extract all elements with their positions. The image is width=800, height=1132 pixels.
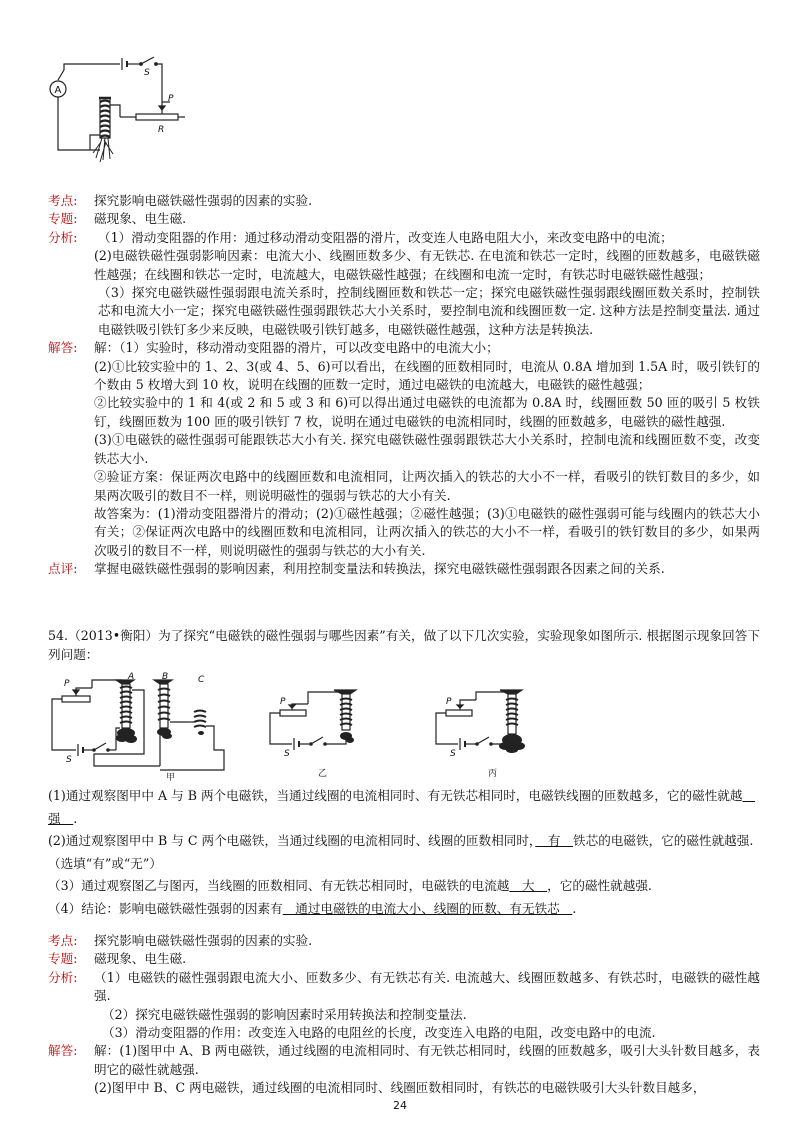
- magnet-b-label: B: [162, 672, 169, 682]
- jieda-paragraph: 故答案为：(1)滑动变阻器滑片的滑动；(2)①磁性越强；②磁性越强；(3)①电磁铁的磁性强弱可能与线圈内的铁芯大小有关；②保证两次电路中的线圈匝数和电流相同，让两次插入的铁芯的大小不一样，看吸引的铁钉数目的多少，如果两次吸引的数目不一样，则说明磁性的强弱与铁芯的大小有关.: [94, 505, 760, 558]
- kaodian-label: 考点:: [48, 193, 78, 208]
- question-item: (1)通过观察图甲中 A 与 B 两个电磁铁，当通过线圈的电流相同时、有无铁芯相同时，电磁铁线圈的匝数越多，它的磁性就越 强 .: [48, 788, 756, 826]
- question-item: （3）通过观察图乙与图丙，当线圈的匝数相同、有无铁芯相同时，电磁铁的电流越 大 ，它的磁性就越强.: [48, 878, 652, 893]
- question-item: (2)通过观察图甲中 B 与 C 两个电磁铁，当通过线圈的电流相同时、线圈的匝数相同时， 有 铁芯的电磁铁，它的磁性就越强.（选填“有”或“无”）: [48, 833, 754, 871]
- jieda-paragraph: ②验证方案：保证两次电路中的线圈匝数和电流相同，让两次插入的铁芯的大小不一样，看吸引的铁钉数目的多少，如果两次吸引的数目不一样，则说明磁性的强弱与铁芯的大小有关.: [94, 469, 760, 503]
- jieda-paragraph: (3)①电磁铁的磁性强弱可能跟铁芯大小有关. 探究电磁铁磁性强弱跟铁芯大小关系时，控制电流和线圈匝数不变，改变铁芯大小.: [94, 432, 760, 466]
- answer-blank: 强: [48, 788, 756, 826]
- fenxi-row: [48, 229, 760, 339]
- circuit-figure-2: [48, 670, 568, 782]
- jieda-label: 解答:: [48, 340, 78, 356]
- question-item: （4）结论：影响电磁铁磁性强弱的因素有 通过电磁铁的电流大小、线圈的匝数、有无铁芯 .: [48, 900, 577, 916]
- dianping-label: 点评:: [48, 561, 78, 577]
- answer-blank: 有: [535, 833, 574, 848]
- slider-label: P: [168, 94, 174, 104]
- switch-label-yi: S: [284, 749, 290, 759]
- jieda-paragraph: (2)图甲中 B、C 两电磁铁，通过线圈的电流相同时、线圈匝数相同时，有铁芯的电磁铁吸引大头针数目越多，: [94, 1080, 706, 1096]
- fenxi-label: 分析:: [48, 969, 78, 985]
- jieda-label: 解答:: [48, 1043, 78, 1059]
- caption-bing: 丙: [488, 769, 498, 779]
- jieda-row: [48, 339, 760, 560]
- fenxi-paragraph: （1）滑动变阻器的作用：通过移动滑动变阻器的滑片，改变连人电路电阻大小，来改变电路中的电流；: [98, 229, 673, 245]
- question-54-header: 54.（2013•衡阳）为了探究“电磁铁的磁性强弱与哪些因素”有关，做了以下几次实验，实验现象如图所示. 根据图示现象回答下列问题：: [48, 628, 760, 662]
- jieda-paragraph: 解：(1)图甲中 A、B 两电磁铁，通过线圈的电流相同时、有无铁芯相同时，线圈的匝数越多，吸引大头针数目越多，表明它的磁性就越强.: [94, 1043, 760, 1077]
- jieda-paragraph: 解：（1）实验时，移动滑动变阻器的滑片，可以改变电路中的电流大小；: [94, 340, 499, 356]
- kaodian-row: [48, 932, 760, 950]
- question-54-items: [48, 785, 760, 920]
- zhuanti-label: 专题:: [48, 951, 78, 967]
- jieda-paragraph: (2)①比较实验中的 1、2、3(或 4、5、6)可以看出，在线圈的匝数相同时，电流从 0.8A 增加到 1.5A 时，吸引铁钉的个数由 5 枚增大到 10 枚，说明在线圈的匝数一定时，通过电磁铁的电流越大，电磁铁的磁性越强；: [94, 358, 760, 393]
- magnet-a-label: A: [128, 672, 135, 682]
- fenxi-paragraph: （2）探究电磁铁磁性强弱的影响因素时采用转换法和控制变量法.: [102, 1006, 467, 1022]
- fenxi-paragraph: （3）探究电磁铁磁性强弱跟电流关系时，控制线圈匝数和铁芯一定；探究电磁铁磁性强弱跟线圈匝数关系时，控制铁芯和电流大小一定；探究电磁铁磁性强弱跟铁芯大小关系时，要控制电流和线圈匝数一定. 这种方法是控制变量法. 通过电磁铁吸引铁钉多少来反映，电磁铁吸引铁钉越多，电磁铁磁性越强，这种方法是转换法.: [98, 285, 760, 337]
- jieda-paragraph: ②比较实验中的 1 和 4(或 2 和 5 或 3 和 6)可以得出通过电磁铁的电流都为 0.8A 时，线圈匝数 50 匝的吸引 5 枚铁钉，线圈匝数为 100 匝的吸引铁钉 7 枚，说明在通过电磁铁的电流相同时，线圈的匝数越多，电磁铁的磁性越强.: [94, 395, 760, 429]
- fenxi-row: [48, 969, 760, 1043]
- zhuanti-text: 磁现象、电生磁.: [94, 951, 187, 967]
- circuit-figure-1: [40, 50, 190, 170]
- page-number: 24: [393, 1099, 407, 1112]
- magnet-c-label: C: [198, 675, 205, 685]
- dianping-row: [48, 560, 760, 578]
- caption-yi: 乙: [318, 769, 328, 779]
- dianping-text: 掌握电磁铁磁性强弱的影响因素，利用控制变量法和转换法，探究电磁铁磁性强弱跟各因素之间的关系.: [94, 561, 665, 577]
- ammeter-label: A: [54, 85, 62, 96]
- fenxi-paragraph: (2)电磁铁磁性强弱影响因素：电流大小、线圈匝数多少、有无铁芯. 在电流和铁芯一定时，线圈的匝数越多，电磁铁磁性越强；在线圈和铁芯一定时，电流越大，电磁铁磁性越强；在线圈和电流一定时，有铁芯时电磁铁磁性越强；: [94, 248, 760, 282]
- answer-blank: 通过电磁铁的电流大小、线圈的匝数、有无铁芯: [282, 900, 573, 916]
- slider-label-yi: P: [280, 697, 286, 707]
- kaodian-row: [48, 192, 760, 210]
- fenxi-paragraph: （1）电磁铁的磁性强弱跟电流大小、匝数多少、有无铁芯有关. 电流越大、线圈匝数越多、有铁芯时，电磁铁的磁性越强.: [94, 969, 760, 1004]
- zhuanti-text: 磁现象、电生磁.: [94, 211, 187, 227]
- caption-jia: 甲: [166, 773, 176, 782]
- slider-label-bing: P: [446, 697, 452, 707]
- kaodian-text: 探究影响电磁铁磁性强弱的因素的实验.: [94, 933, 313, 948]
- switch-label-jia: S: [66, 755, 72, 765]
- kaodian-label: 考点:: [48, 933, 78, 948]
- slider-label-jia: P: [64, 679, 70, 689]
- analysis-block-bottom: [48, 932, 760, 1098]
- resistor-label: R: [158, 125, 165, 135]
- switch-label: S: [144, 68, 150, 78]
- switch-label-bing: S: [450, 749, 456, 759]
- kaodian-text: 探究影响电磁铁磁性强弱的因素的实验.: [94, 193, 313, 208]
- zhuanti-row: [48, 950, 760, 968]
- answer-blank: 大: [509, 878, 548, 893]
- zhuanti-row: [48, 210, 760, 228]
- zhuanti-label: 专题:: [48, 211, 78, 227]
- fenxi-paragraph: （3）滑动变阻器的作用：改变连入电路的电阻丝的长度，改变连入电路的电阻，改变电路中的电流.: [102, 1025, 656, 1041]
- fenxi-label: 分析:: [48, 229, 78, 245]
- jieda-row: [48, 1042, 760, 1097]
- analysis-block-top: [48, 192, 760, 579]
